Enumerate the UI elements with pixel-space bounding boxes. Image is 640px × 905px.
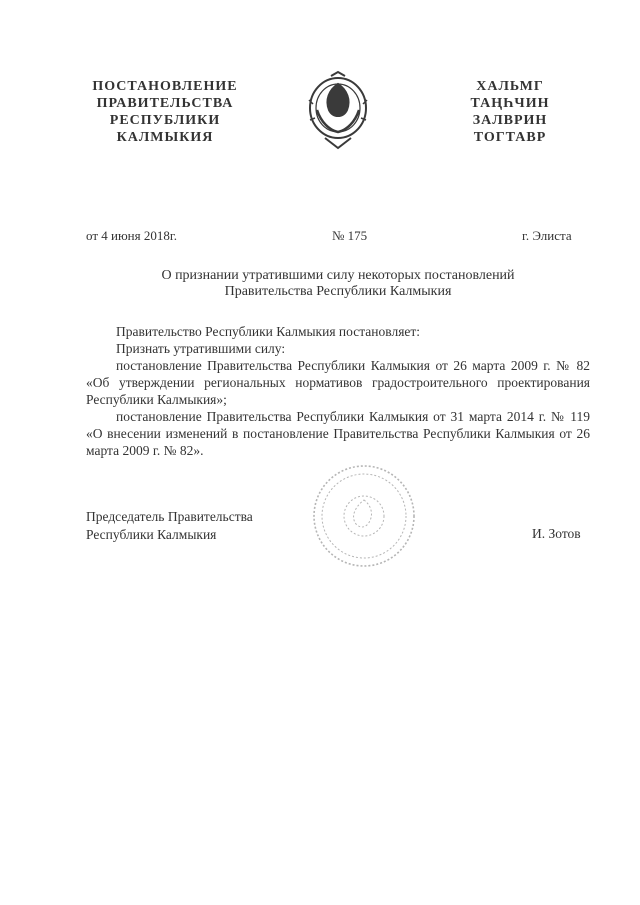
- header-right-line: ТОГТАВР: [473, 130, 547, 145]
- header-right-line: ТАҢҺЧИН: [470, 96, 550, 111]
- body-directive: Признать утратившими силу:: [116, 341, 286, 356]
- document-city: г. Элиста: [522, 228, 572, 243]
- title-line: Правительства Республики Калмыкия: [224, 284, 452, 299]
- official-seal-icon: [310, 462, 418, 570]
- signer-name: И. Зотов: [532, 526, 581, 541]
- header-right-title: [440, 78, 580, 146]
- header-left-line: ПРАВИТЕЛЬСТВА: [96, 96, 234, 111]
- signer-position-line: Председатель Правительства: [86, 509, 253, 524]
- header-left-line: ПОСТАНОВЛЕНИЕ: [92, 79, 238, 94]
- document-title: [86, 268, 590, 300]
- signer-position-line: Республики Калмыкия: [86, 527, 217, 542]
- body-intro: Правительство Республики Калмыкия постановляет:: [116, 324, 421, 339]
- header-left-line: РЕСПУБЛИКИ: [109, 113, 221, 128]
- header-right-line: ХАЛЬМГ: [476, 79, 544, 94]
- title-line: О признании утратившими силу некоторых постановлений: [161, 268, 515, 283]
- header-left-line: КАЛМЫКИЯ: [116, 130, 214, 145]
- document-number: № 175: [332, 228, 368, 243]
- signer-position: [86, 508, 253, 544]
- document-body: [86, 323, 590, 459]
- coat-of-arms-icon: [303, 70, 373, 152]
- header-left-title: [60, 78, 270, 146]
- body-item: постановление Правительства Республики Калмыкия от 31 марта 2014 г. № 119 «О внесении изменений в постановление Правительства Республики Калмыкия от 26 марта 2009 г. № 82».: [86, 409, 590, 458]
- body-item: постановление Правительства Республики Калмыкия от 26 марта 2009 г. № 82 «Об утверждении региональных нормативов градостроительного проектирования Республики Калмыкия»;: [86, 358, 590, 407]
- header-right-line: ЗАЛВРИН: [472, 113, 548, 128]
- document-date: от 4 июня 2018г.: [86, 228, 177, 243]
